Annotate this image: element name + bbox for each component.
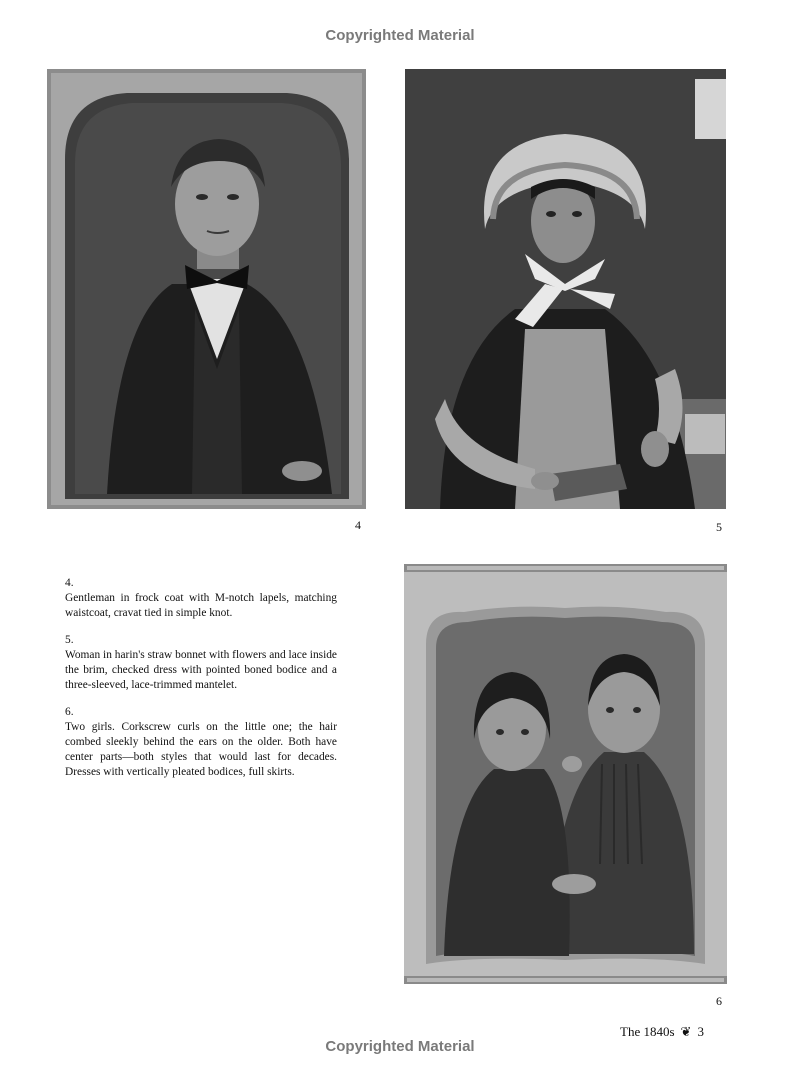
caption-text: Woman in harin's straw bonnet with flowers and lace inside the brim, checked dress with pointed boned bodice and a three-sleeved, lace-trimmed mantelet. [65,649,337,691]
figure-number-4: 4 [355,518,361,532]
caption-number: 4. [65,577,74,589]
photo-gentleman [47,69,366,509]
copyright-watermark-bottom: Copyrighted Material [325,1038,475,1055]
caption-6 [65,705,337,780]
caption-block [65,576,337,792]
ornament-icon: ❦ [680,1024,692,1039]
caption-number: 5. [65,634,74,646]
caption-5 [65,633,337,693]
copyright-watermark-top: Copyrighted Material [325,27,475,44]
figure-number-5: 5 [716,520,722,534]
caption-4 [65,576,337,621]
figure-number-6: 6 [716,994,722,1008]
running-head: The 1840s [620,1024,675,1039]
caption-text: Two girls. Corkscrew curls on the little one; the hair combed sleekly behind the ears on the older. Both have center parts—both styles that would last for decades. Dresses with vertically pleated bodices, full skirts. [65,721,337,778]
caption-number: 6. [65,706,74,718]
page-number: 3 [697,1024,704,1039]
photo-woman-bonnet [405,69,726,509]
photo-two-girls [404,564,727,984]
caption-text: Gentleman in frock coat with M-notch lapels, matching waistcoat, cravat tied in simple knot. [65,592,337,619]
